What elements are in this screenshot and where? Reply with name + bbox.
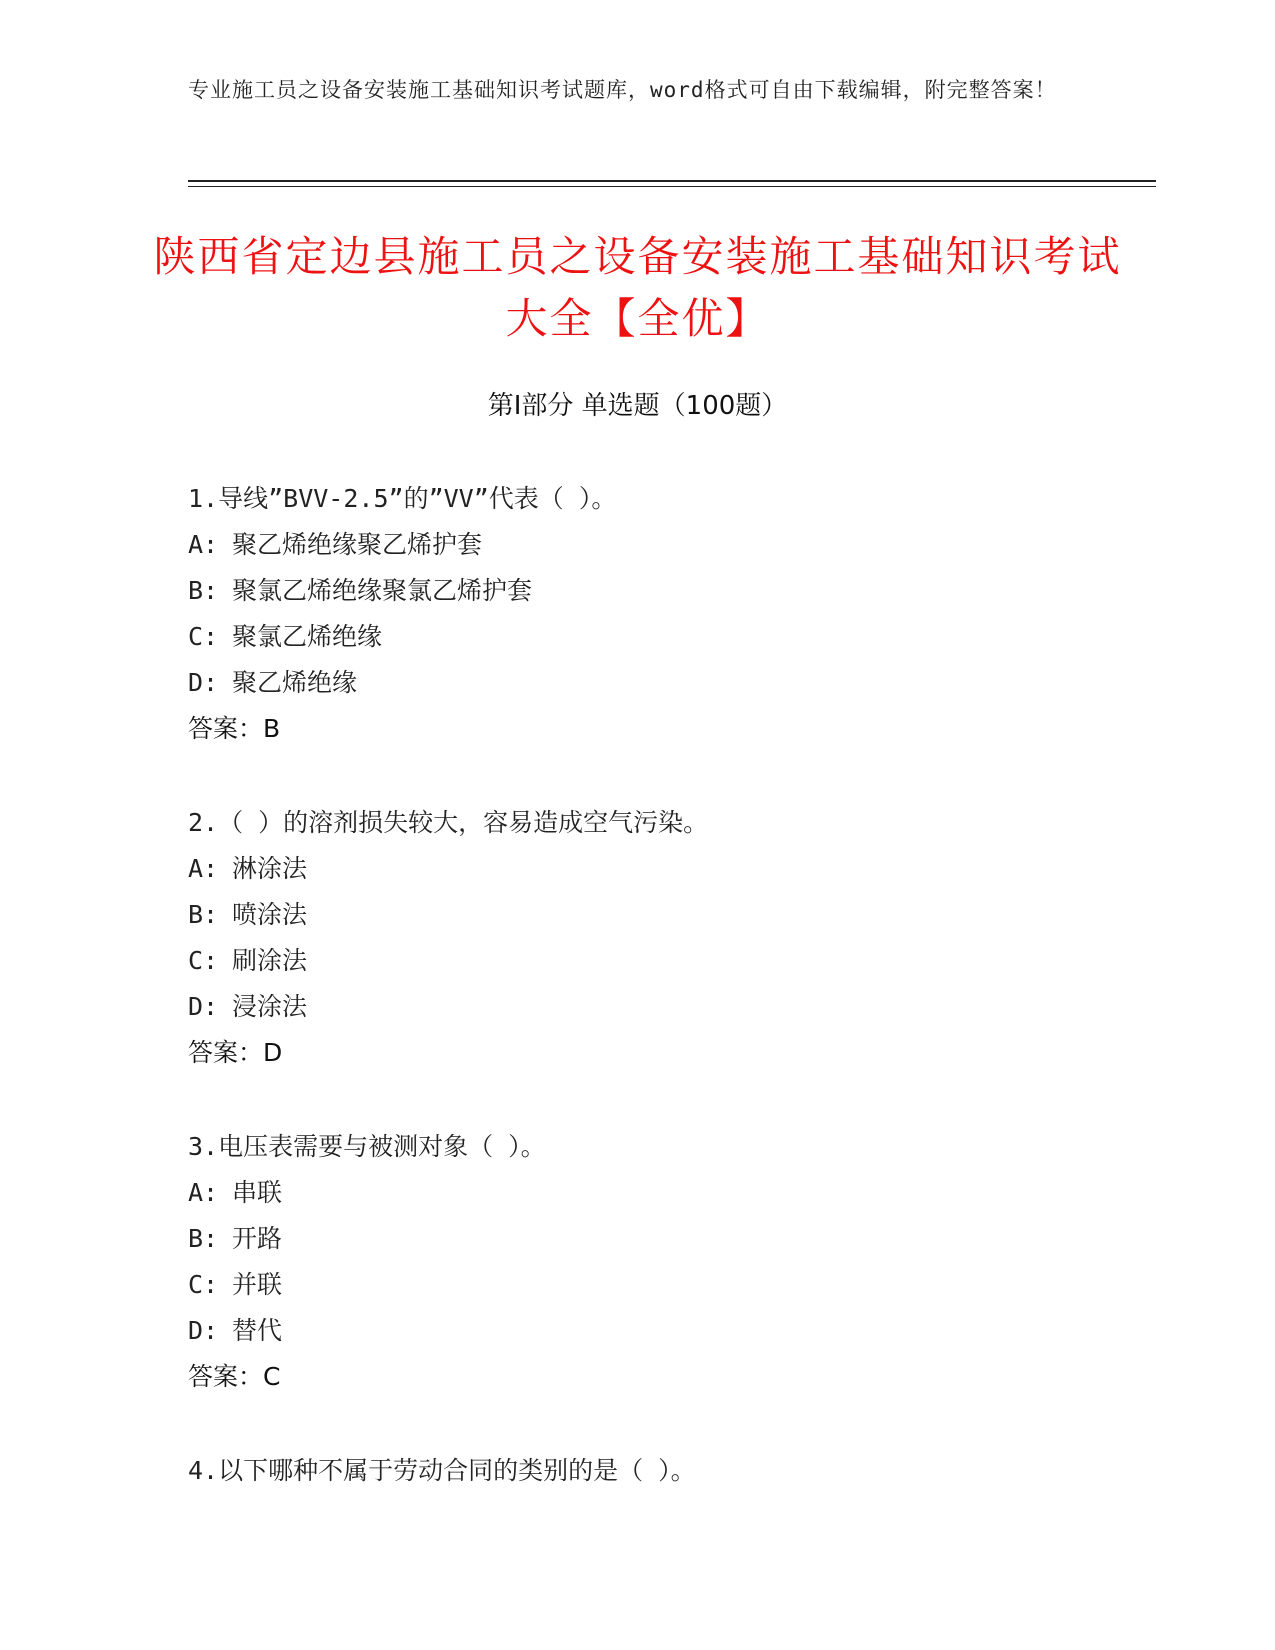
option-letter: D: xyxy=(188,668,219,697)
option-letter: B: xyxy=(188,1224,219,1253)
question-2 xyxy=(188,800,1088,1076)
option-text: 浸涂法 xyxy=(232,992,308,1021)
option-letter: A: xyxy=(188,530,219,559)
option-b xyxy=(188,568,1088,614)
header-divider-thick xyxy=(188,180,1156,182)
option-text: 聚氯乙烯绝缘聚氯乙烯护套 xyxy=(232,576,533,605)
section-heading: 第Ⅰ部分 单选题（100题） xyxy=(487,391,788,421)
option-letter: C: xyxy=(188,1270,219,1299)
option-b xyxy=(188,892,1088,938)
option-c xyxy=(188,614,1088,660)
question-3 xyxy=(188,1124,1088,1400)
header-note: 专业施工员之设备安装施工基础知识考试题库，word格式可自由下载编辑，附完整答案！ xyxy=(188,78,1057,102)
question-stem: 1.导线”BVV-2.5”的”VV”代表（ ）。 xyxy=(188,484,617,513)
question-4 xyxy=(188,1448,1088,1494)
option-letter: C: xyxy=(188,946,219,975)
option-a xyxy=(188,1170,1088,1216)
option-letter: B: xyxy=(188,900,219,929)
option-letter: A: xyxy=(188,1178,219,1207)
option-a xyxy=(188,846,1088,892)
question-stem: 2.（ ）的溶剂损失较大，容易造成空气污染。 xyxy=(188,808,709,837)
option-d xyxy=(188,660,1088,706)
option-letter: D: xyxy=(188,992,219,1021)
document-title: 陕西省定边县施工员之设备安装施工基础知识考试大全【全优】 xyxy=(153,232,1122,343)
question-1 xyxy=(188,476,1088,752)
option-text: 并联 xyxy=(232,1270,283,1299)
option-b xyxy=(188,1216,1088,1262)
answer-line: 答案：C xyxy=(188,1362,281,1391)
header-divider-thin xyxy=(188,186,1156,187)
option-a xyxy=(188,522,1088,568)
option-text: 开路 xyxy=(232,1224,283,1253)
option-letter: C: xyxy=(188,622,219,651)
option-text: 喷涂法 xyxy=(232,900,308,929)
option-letter: A: xyxy=(188,854,219,883)
option-text: 替代 xyxy=(232,1316,283,1345)
question-stem: 4.以下哪种不属于劳动合同的类别的是（ ）。 xyxy=(188,1456,696,1485)
option-d xyxy=(188,984,1088,1030)
option-c xyxy=(188,1262,1088,1308)
question-list xyxy=(188,476,1088,1542)
option-c xyxy=(188,938,1088,984)
option-text: 聚氯乙烯绝缘 xyxy=(232,622,383,651)
option-d xyxy=(188,1308,1088,1354)
answer-line: 答案：D xyxy=(188,1038,283,1067)
option-letter: B: xyxy=(188,576,219,605)
option-letter: D: xyxy=(188,1316,219,1345)
answer-line: 答案：B xyxy=(188,714,281,743)
option-text: 聚乙烯绝缘 xyxy=(232,668,358,697)
option-text: 聚乙烯绝缘聚乙烯护套 xyxy=(232,530,483,559)
option-text: 串联 xyxy=(232,1178,283,1207)
question-stem: 3.电压表需要与被测对象（ ）。 xyxy=(188,1132,546,1161)
option-text: 淋涂法 xyxy=(232,854,308,883)
option-text: 刷涂法 xyxy=(232,946,308,975)
